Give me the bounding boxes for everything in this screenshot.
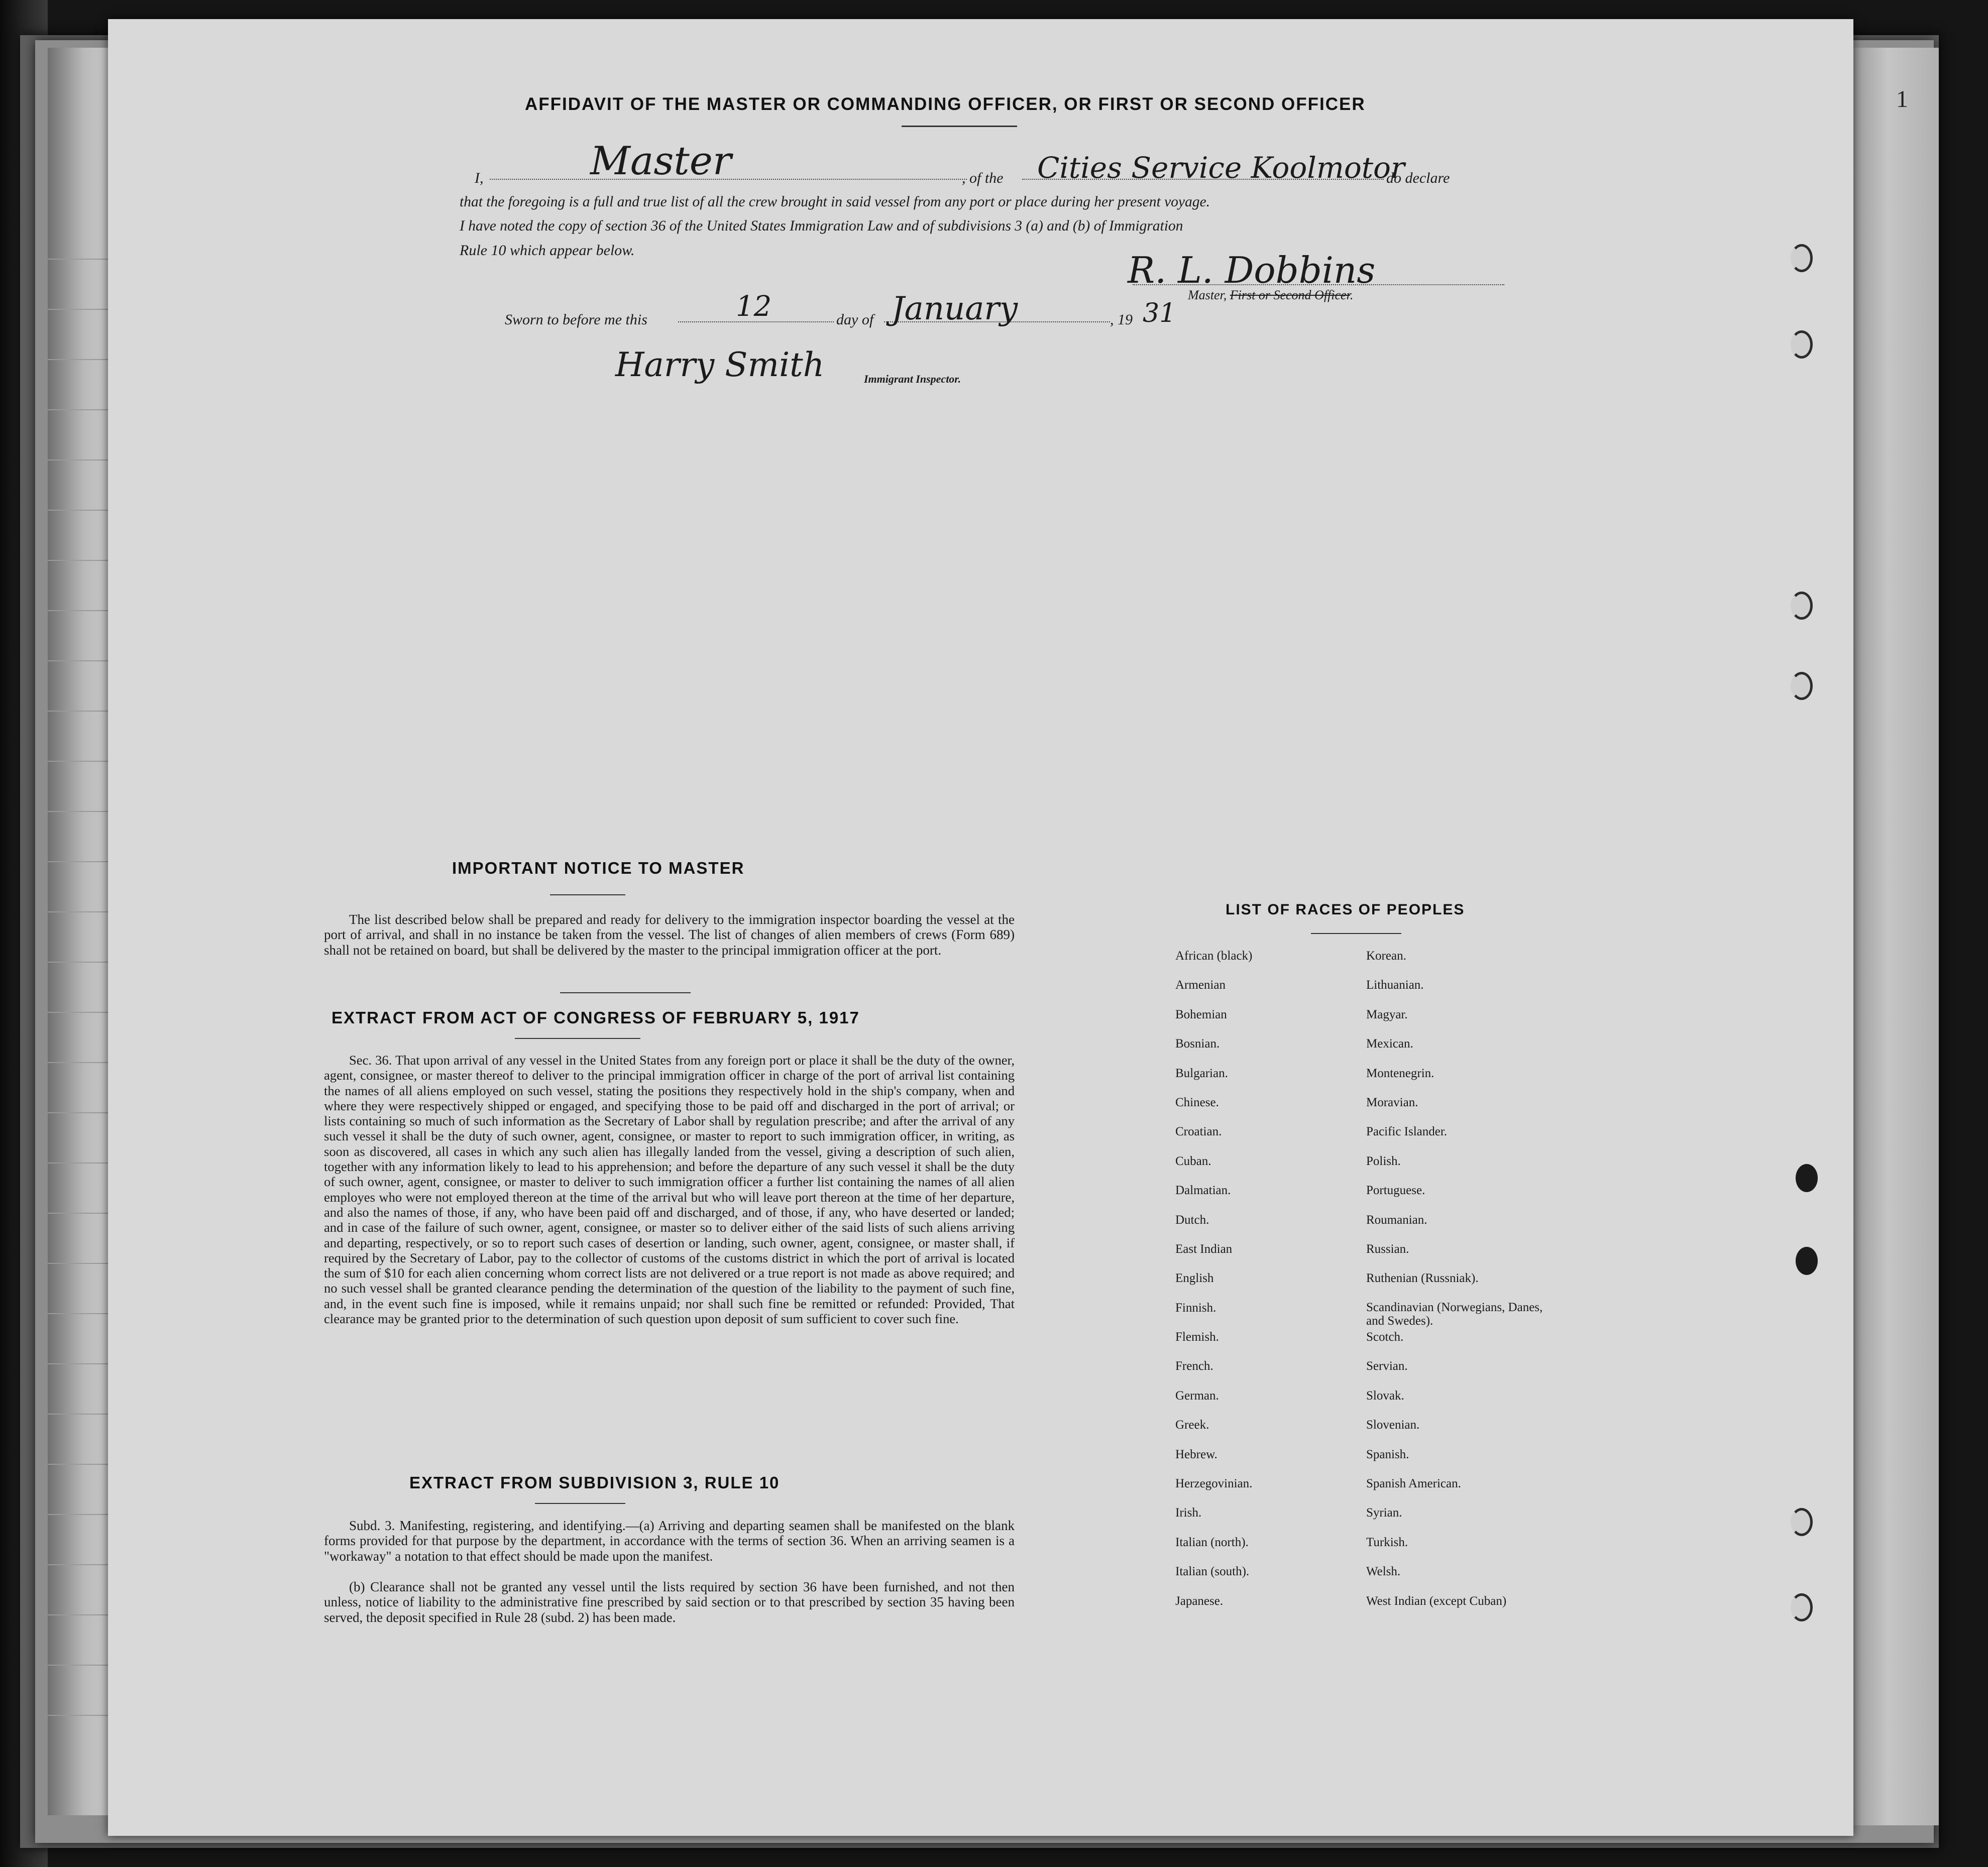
race-item: Portuguese. [1366, 1184, 1425, 1198]
race-item: Turkish. [1366, 1535, 1408, 1549]
handwritten-year: 31 [1143, 298, 1176, 328]
binder-hole-icon [1791, 672, 1813, 700]
signer-title-period: . [1350, 288, 1354, 302]
race-item: Cuban. [1175, 1154, 1211, 1168]
left-page-edge [48, 48, 108, 1815]
race-item: Welsh. [1366, 1565, 1401, 1579]
sworn-text: Sworn to before me this [505, 311, 647, 328]
race-item: Italian (south). [1175, 1565, 1250, 1579]
race-item: Korean. [1366, 949, 1406, 963]
binder-hole-icon [1791, 1593, 1813, 1621]
act-text: Sec. 36. That upon arrival of any vessel in the United States from any foreign port or place it shall be the duty of the owner, agent, consignee, or master thereof to deliver to the principal immigration officer in charge of the port of arrival list containing the names of all aliens employed on such vessel, stating the positions they respectively hold in the ship's company, when and where they were respectively shipped or engaged, and specifying those to be paid off and discharged in the port of arrival; or lists containing so much of such information as the Secretary of Labor shall by regulation prescribe; and after the arrival of any such vessel it shall be the duty of such owner, agent, consignee, or master to report to such immigration officer, in writing, as soon as discovered, all cases in which any such alien has illegally landed from the vessel, giving a description of such alien, together with any information likely to lead to his apprehension; and before the departure of any such vessel it shall be the duty of such owner, agent, consignee, or master to deliver to such immigration officer a further list containing the names of all alien employes who were not employed thereon at the time of the arrival but who will leave port thereon at the time of her departure, and also the names of those, if any, who have been paid off and discharged, and of those, if any, who have deserted or landed; and in case of the failure of such owner, agent, consignee, or master so to deliver either of the said lists of such aliens arriving and departing, respectively, or so to report such cases of desertion or landing, such owner, agent, consignee, or master shall, if required by the Secretary of Labor, pay to the collector of customs of the customs district in which the port of arrival is located the sum of $10 for each alien concerning whom correct lists are not delivered or a true report is not made as above required; and no such vessel shall be granted clearance pending the determination of the question of the liability to the payment of such fine, and, in the event such fine is imposed, while it remains unpaid; nor shall such fine be remitted or refunded: Provided, That clearance may be granted prior to the determination of such question upon deposit of sum sufficient to cover such fine. [324, 1053, 1015, 1327]
race-item: Hebrew. [1175, 1447, 1218, 1461]
race-item: Slovenian. [1366, 1418, 1420, 1432]
race-item: African (black) [1175, 949, 1253, 963]
race-item: Spanish American. [1366, 1477, 1461, 1491]
race-item: Russian. [1366, 1242, 1409, 1256]
handwritten-master: Master [590, 139, 732, 184]
race-item: Slovak. [1366, 1388, 1404, 1403]
race-item: Servian. [1366, 1359, 1408, 1373]
master-signature: R. L. Dobbins [1128, 249, 1376, 291]
race-item: Syrian. [1366, 1506, 1402, 1520]
races-right-column [1366, 949, 1547, 1623]
binder-hole-icon [1796, 1164, 1818, 1192]
rule-para-b: (b) Clearance shall not be granted any vessel until the lists required by section 36 have been furnished, and not then unless, notice of liability to the administrative fine prescribed by said section or to that prescribed by section 35 having been served, the deposit specified in Rule 28 (subd. 2) has been made. [324, 1579, 1015, 1625]
affidavit-heading: AFFIDAVIT OF THE MASTER OR COMMANDING OFFICER, OR FIRST OR SECOND OFFICER [525, 94, 1366, 114]
race-item: Montenegrin. [1366, 1066, 1434, 1080]
signer-title-struck: First or Second Officer [1230, 288, 1350, 302]
document-page [108, 19, 1853, 1836]
race-item: English [1175, 1271, 1214, 1286]
race-item: Mexican. [1366, 1037, 1413, 1051]
rule-heading-rule [535, 1503, 625, 1504]
act-rule [515, 1038, 640, 1039]
day-of-text: day of [836, 311, 874, 328]
heading-rule [902, 126, 1017, 127]
races-rule [1311, 933, 1401, 934]
affidavit-line-4: Rule 10 which appear below. [460, 242, 635, 259]
race-item: Bohemian [1175, 1007, 1227, 1021]
rule-para-a: Subd. 3. Manifesting, registering, and identifying.—(a) Arriving and departing seamen shall be manifested on the blank forms provided for that purpose by the department, in accordance with the terms of section 36. When an arriving seamen is a "workaway" a notation to that effect should be made upon the manifest. [324, 1518, 1015, 1564]
affidavit-line-3: I have noted the copy of section 36 of the United States Immigration Law and of subdivisions 3 (a) and (b) of Immigration [460, 218, 1183, 234]
notice-rule [550, 894, 625, 895]
race-item: Dutch. [1175, 1213, 1209, 1227]
race-item: Herzegovinian. [1175, 1477, 1253, 1491]
race-item: Irish. [1175, 1506, 1202, 1520]
race-item: Bulgarian. [1175, 1066, 1228, 1080]
race-item: Pacific Islander. [1366, 1125, 1448, 1139]
race-item: Polish. [1366, 1154, 1401, 1168]
race-item: Spanish. [1366, 1447, 1409, 1461]
signer-title [1188, 288, 1353, 303]
race-item: East Indian [1175, 1242, 1233, 1256]
races-left-column [1175, 949, 1252, 1623]
binder-hole-icon [1796, 1247, 1818, 1275]
act-heading: EXTRACT FROM ACT OF CONGRESS OF FEBRUARY 5, 1917 [332, 1008, 860, 1027]
notice-bottom-rule [560, 992, 691, 993]
races-heading: LIST OF RACES OF PEOPLES [1226, 901, 1465, 918]
right-page-edge [1853, 48, 1939, 1825]
inspector-title: Immigrant Inspector. [864, 373, 961, 385]
handwritten-month: January [892, 290, 1018, 327]
affidavit-declare: do declare [1386, 170, 1450, 186]
binder-hole-icon [1791, 330, 1813, 359]
race-item: Bosnian. [1175, 1037, 1220, 1051]
race-item: German. [1175, 1388, 1219, 1403]
race-item: Roumanian. [1366, 1213, 1427, 1227]
notice-heading: IMPORTANT NOTICE TO MASTER [452, 859, 745, 877]
rule-heading: EXTRACT FROM SUBDIVISION 3, RULE 10 [409, 1473, 780, 1492]
race-item: Italian (north). [1175, 1535, 1249, 1549]
affidavit-line-2: that the foregoing is a full and true list of all the crew brought in said vessel from any port or place during her present voyage. [460, 194, 1210, 210]
race-item: Armenian [1175, 978, 1226, 992]
handwritten-day: 12 [736, 290, 772, 323]
race-item: Ruthenian (Russniak). [1366, 1271, 1479, 1286]
race-item: Magyar. [1366, 1007, 1408, 1021]
race-item: Dalmatian. [1175, 1184, 1231, 1198]
inspector-signature: Harry Smith [615, 345, 825, 384]
race-item: Scotch. [1366, 1330, 1404, 1344]
corner-mark: 1 [1896, 86, 1908, 112]
race-item: Japanese. [1175, 1594, 1224, 1608]
race-item: West Indian (except Cuban) [1366, 1594, 1507, 1608]
race-item: Scandinavian (Norwegians, Danes, and Swedes). [1366, 1300, 1543, 1328]
race-item: Flemish. [1175, 1330, 1219, 1344]
race-item: Lithuanian. [1366, 978, 1424, 992]
year-prefix: , 19 [1110, 311, 1133, 328]
race-item: French. [1175, 1359, 1213, 1373]
race-item: Moravian. [1366, 1095, 1418, 1109]
affidavit-i: I, [475, 170, 484, 186]
race-item: Finnish. [1175, 1301, 1217, 1315]
affidavit-of-the: , of the [962, 170, 1004, 186]
race-item: Croatian. [1175, 1125, 1222, 1139]
race-item: Greek. [1175, 1418, 1209, 1432]
binder-hole-icon [1791, 1508, 1813, 1536]
binder-hole-icon [1791, 592, 1813, 620]
notice-text: The list described below shall be prepared and ready for delivery to the immigration inspector boarding the vessel at the port of arrival, and shall in no instance be taken from the vessel. The list of changes of alien members of crews (Form 689) shall not be retained on board, but shall be delivered by the master to the principal immigration officer at the port. [324, 912, 1015, 958]
binder-hole-icon [1791, 244, 1813, 272]
signer-title-master: Master, [1188, 288, 1227, 302]
handwritten-vessel: Cities Service Koolmotor [1037, 151, 1405, 185]
race-item: Chinese. [1175, 1095, 1219, 1109]
